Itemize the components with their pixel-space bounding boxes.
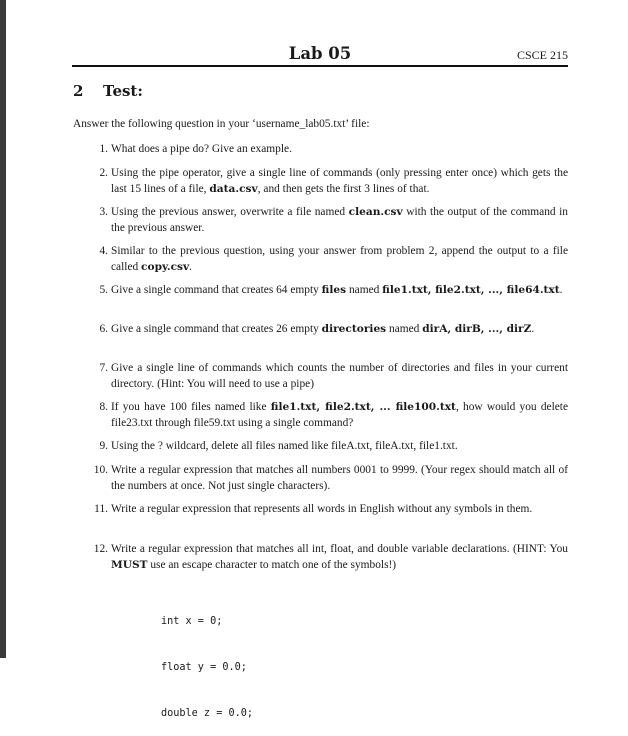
header-rule bbox=[72, 65, 568, 67]
question-text: Write a regular expression that matches all int, float, and double variable declarations. (HINT: You MUST use an escape character to match one of the symbols!) bbox=[111, 543, 568, 571]
question-item bbox=[86, 244, 568, 275]
question-item bbox=[86, 205, 568, 236]
intro-text: Answer the following question in your ‘username_lab05.txt’ file: bbox=[73, 118, 370, 130]
question-text: If you have 100 files named like file1.txt, file2.txt, ... file100.txt, how would you delete file23.txt through file59.txt using a single command? bbox=[111, 401, 569, 429]
question-text: Similar to the previous question, using your answer from problem 2, append the output to a file called copy.csv. bbox=[111, 245, 568, 273]
code-line: int x = 0; bbox=[161, 616, 223, 628]
question-text: Write a regular expression that represents all words in English without any symbols in them. bbox=[111, 503, 533, 515]
question-number: 4. bbox=[99, 245, 108, 257]
question-number: 12. bbox=[93, 543, 108, 555]
question-text: Write a regular expression that matches all numbers 0001 to 9999. (Your regex should match all of the numbers at once. Not just single characters). bbox=[111, 464, 568, 492]
question-item bbox=[86, 463, 568, 494]
question-text: Give a single line of commands which counts the number of directories and files in your current directory. (Hint: You will need to use a pipe) bbox=[111, 362, 568, 390]
code-line: float y = 0.0; bbox=[161, 662, 247, 673]
question-item bbox=[86, 361, 568, 392]
question-item bbox=[86, 166, 568, 197]
question-item bbox=[86, 322, 568, 338]
question-item bbox=[86, 400, 568, 431]
question-number: 8. bbox=[99, 401, 108, 413]
code-block bbox=[161, 584, 253, 736]
question-item bbox=[86, 283, 568, 299]
question-text: Give a single command that creates 26 empty directories named dirA, dirB, ..., dirZ. bbox=[111, 323, 535, 335]
question-number: 9. bbox=[99, 440, 108, 452]
question-text: What does a pipe do? Give an example. bbox=[111, 143, 292, 155]
question-item bbox=[86, 142, 568, 158]
question-number: 3. bbox=[99, 206, 108, 218]
question-number: 11. bbox=[94, 503, 108, 515]
question-number: 5. bbox=[99, 284, 108, 296]
question-text: Give a single command that creates 64 empty files named file1.txt, file2.txt, ..., file64.txt. bbox=[111, 284, 563, 296]
section-number: 2 bbox=[73, 82, 84, 100]
question-text: Using the previous answer, overwrite a file named clean.csv with the output of the command in the previous answer. bbox=[111, 206, 568, 234]
course-code: CSCE 215 bbox=[516, 48, 568, 62]
lab-title: Lab 05 bbox=[288, 44, 352, 63]
question-number: 1. bbox=[99, 143, 108, 155]
question-item bbox=[86, 542, 568, 573]
section-title: Test: bbox=[103, 82, 143, 100]
code-line: double z = 0.0; bbox=[161, 707, 254, 719]
question-number: 10. bbox=[93, 464, 108, 476]
question-number: 7. bbox=[99, 362, 108, 374]
question-item bbox=[86, 439, 568, 455]
section-heading bbox=[73, 82, 143, 100]
question-item bbox=[86, 502, 568, 518]
question-text: Using the ? wildcard, delete all files named like fileA.txt, fileA.txt, file1.txt. bbox=[111, 440, 458, 452]
question-number: 2. bbox=[99, 167, 108, 179]
question-number: 6. bbox=[99, 323, 108, 335]
page-header bbox=[72, 44, 568, 66]
question-text: Using the pipe operator, give a single line of commands (only pressing enter once) which gets the last 15 lines of a file, data.csv, and then gets the first 3 lines of that. bbox=[111, 167, 568, 195]
